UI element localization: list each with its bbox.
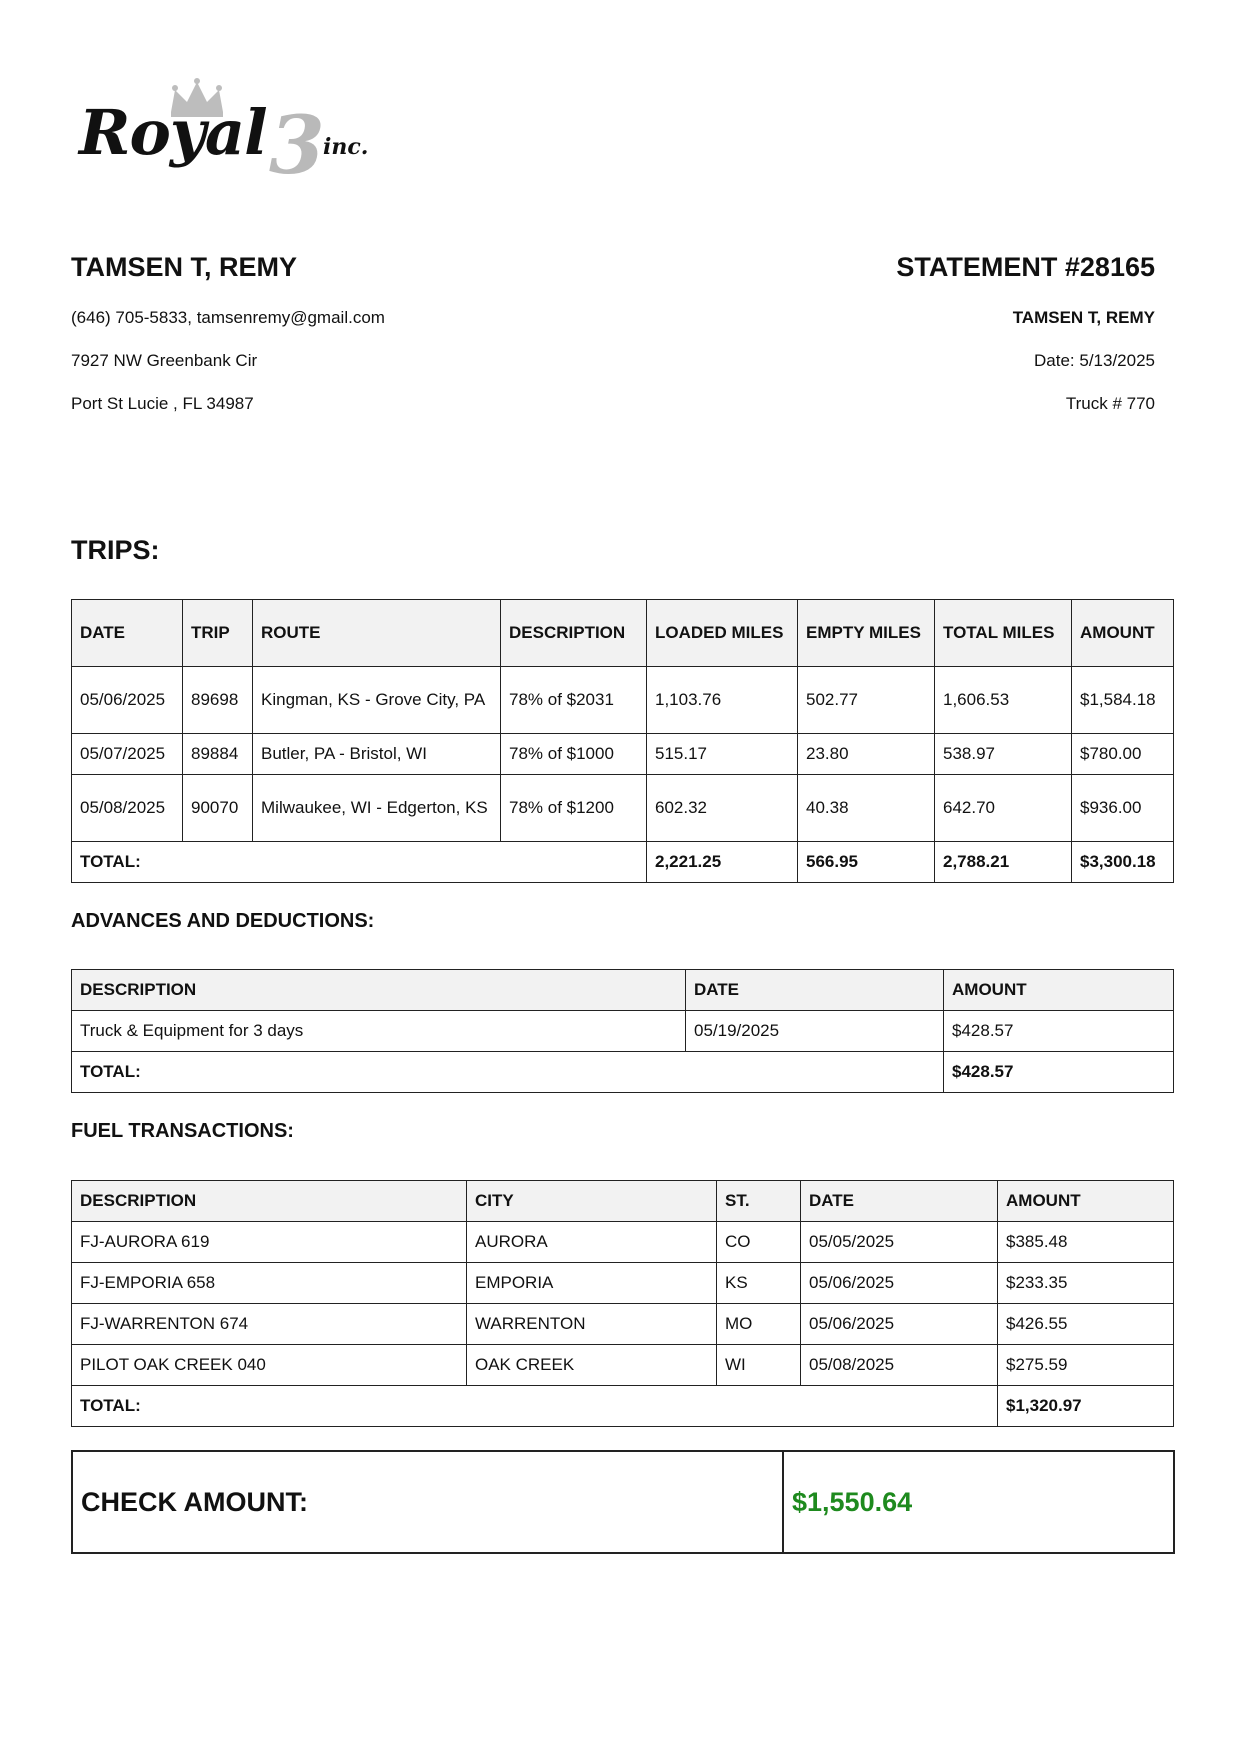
total-amount: $1,320.97 <box>998 1386 1174 1427</box>
fuel-state: WI <box>717 1345 801 1386</box>
col-header: TRIP <box>183 600 253 667</box>
table-row <box>72 1304 1174 1345</box>
trip-date: 05/06/2025 <box>72 667 183 734</box>
fuel-amount: $385.48 <box>998 1222 1174 1263</box>
fuel-city: WARRENTON <box>467 1304 717 1345</box>
col-header: DATE <box>801 1181 998 1222</box>
trip-description: 78% of $1000 <box>501 734 647 775</box>
fuel-title: FUEL TRANSACTIONS: <box>71 1120 294 1142</box>
driver-info <box>71 250 631 437</box>
col-header: ST. <box>717 1181 801 1222</box>
fuel-city: OAK CREEK <box>467 1345 717 1386</box>
total-label: TOTAL: <box>72 842 647 883</box>
col-header: AMOUNT <box>998 1181 1174 1222</box>
col-header: DESCRIPTION <box>72 1181 467 1222</box>
trip-date: 05/08/2025 <box>72 775 183 842</box>
trips-header-row <box>72 600 1174 667</box>
fuel-amount: $233.35 <box>998 1263 1174 1304</box>
trip-loaded-miles: 515.17 <box>647 734 798 775</box>
fuel-description: PILOT OAK CREEK 040 <box>72 1345 467 1386</box>
trip-amount: $780.00 <box>1072 734 1174 775</box>
advances-header-row <box>72 970 1174 1011</box>
fuel-date: 05/05/2025 <box>801 1222 998 1263</box>
col-header: DATE <box>686 970 944 1011</box>
check-amount-box <box>71 1450 1175 1554</box>
advance-amount: $428.57 <box>944 1011 1174 1052</box>
fuel-date: 05/08/2025 <box>801 1345 998 1386</box>
statement-name: TAMSEN T, REMY <box>1012 308 1155 327</box>
col-header: LOADED MILES <box>647 600 798 667</box>
trip-empty-miles: 23.80 <box>798 734 935 775</box>
total-loaded-miles: 2,221.25 <box>647 842 798 883</box>
fuel-state: MO <box>717 1304 801 1345</box>
driver-address-line2: Port St Lucie , FL 34987 <box>71 394 254 413</box>
trip-number: 90070 <box>183 775 253 842</box>
trip-empty-miles: 502.77 <box>798 667 935 734</box>
total-amount: $428.57 <box>944 1052 1174 1093</box>
fuel-date: 05/06/2025 <box>801 1304 998 1345</box>
fuel-total-row <box>72 1386 1174 1427</box>
trip-total-miles: 642.70 <box>935 775 1072 842</box>
col-header: AMOUNT <box>1072 600 1174 667</box>
statement-info <box>655 250 1155 437</box>
col-header: EMPTY MILES <box>798 600 935 667</box>
total-label: TOTAL: <box>72 1386 998 1427</box>
fuel-city: EMPORIA <box>467 1263 717 1304</box>
fuel-description: FJ-EMPORIA 658 <box>72 1263 467 1304</box>
driver-address-line1: 7927 NW Greenbank Cir <box>71 351 258 370</box>
trip-total-miles: 1,606.53 <box>935 667 1072 734</box>
table-row <box>72 734 1174 775</box>
fuel-state: CO <box>717 1222 801 1263</box>
trip-number: 89884 <box>183 734 253 775</box>
col-header: ROUTE <box>253 600 501 667</box>
check-amount-value: $1,550.64 <box>783 1451 1174 1553</box>
check-row <box>72 1451 1174 1553</box>
trip-loaded-miles: 1,103.76 <box>647 667 798 734</box>
truck-number: Truck # 770 <box>1065 394 1155 413</box>
trip-route: Butler, PA - Bristol, WI <box>253 734 501 775</box>
logo-number: 3 <box>269 98 325 192</box>
trip-total-miles: 538.97 <box>935 734 1072 775</box>
col-header: DESCRIPTION <box>501 600 647 667</box>
total-empty-miles: 566.95 <box>798 842 935 883</box>
trip-empty-miles: 40.38 <box>798 775 935 842</box>
fuel-header-row <box>72 1181 1174 1222</box>
fuel-description: FJ-WARRENTON 674 <box>72 1304 467 1345</box>
check-amount-label: CHECK AMOUNT: <box>72 1451 783 1553</box>
logo-wordmark: Royal <box>79 96 267 169</box>
statement-date: Date: 5/13/2025 <box>1034 351 1155 370</box>
trip-route: Kingman, KS - Grove City, PA <box>253 667 501 734</box>
col-header: CITY <box>467 1181 717 1222</box>
statement-page <box>71 0 1170 1754</box>
advance-description: Truck & Equipment for 3 days <box>72 1011 686 1052</box>
col-header: DESCRIPTION <box>72 970 686 1011</box>
fuel-table <box>71 1180 1174 1427</box>
trip-amount: $1,584.18 <box>1072 667 1174 734</box>
col-header: TOTAL MILES <box>935 600 1072 667</box>
advances-title: ADVANCES AND DEDUCTIONS: <box>71 910 375 932</box>
trips-table <box>71 599 1174 883</box>
trips-total-row <box>72 842 1174 883</box>
statement-title: STATEMENT #28165 <box>896 252 1155 282</box>
total-miles: 2,788.21 <box>935 842 1072 883</box>
col-header: AMOUNT <box>944 970 1174 1011</box>
driver-contact: (646) 705-5833, tamsenremy@gmail.com <box>71 308 385 327</box>
driver-name: TAMSEN T, REMY <box>71 252 298 282</box>
fuel-date: 05/06/2025 <box>801 1263 998 1304</box>
fuel-description: FJ-AURORA 619 <box>72 1222 467 1263</box>
table-row <box>72 1011 1174 1052</box>
trip-description: 78% of $2031 <box>501 667 647 734</box>
trip-description: 78% of $1200 <box>501 775 647 842</box>
total-amount: $3,300.18 <box>1072 842 1174 883</box>
trip-date: 05/07/2025 <box>72 734 183 775</box>
trip-route: Milwaukee, WI - Edgerton, KS <box>253 775 501 842</box>
fuel-amount: $275.59 <box>998 1345 1174 1386</box>
fuel-state: KS <box>717 1263 801 1304</box>
table-row <box>72 1345 1174 1386</box>
logo-suffix: inc. <box>323 134 369 160</box>
table-row <box>72 667 1174 734</box>
trip-number: 89698 <box>183 667 253 734</box>
table-row <box>72 775 1174 842</box>
table-row <box>72 1222 1174 1263</box>
advances-total-row <box>72 1052 1174 1093</box>
advance-date: 05/19/2025 <box>686 1011 944 1052</box>
trips-title: TRIPS: <box>71 535 160 565</box>
trip-amount: $936.00 <box>1072 775 1174 842</box>
advances-table <box>71 969 1174 1093</box>
fuel-city: AURORA <box>467 1222 717 1263</box>
company-logo <box>79 78 379 192</box>
table-row <box>72 1263 1174 1304</box>
trip-loaded-miles: 602.32 <box>647 775 798 842</box>
total-label: TOTAL: <box>72 1052 944 1093</box>
col-header: DATE <box>72 600 183 667</box>
fuel-amount: $426.55 <box>998 1304 1174 1345</box>
